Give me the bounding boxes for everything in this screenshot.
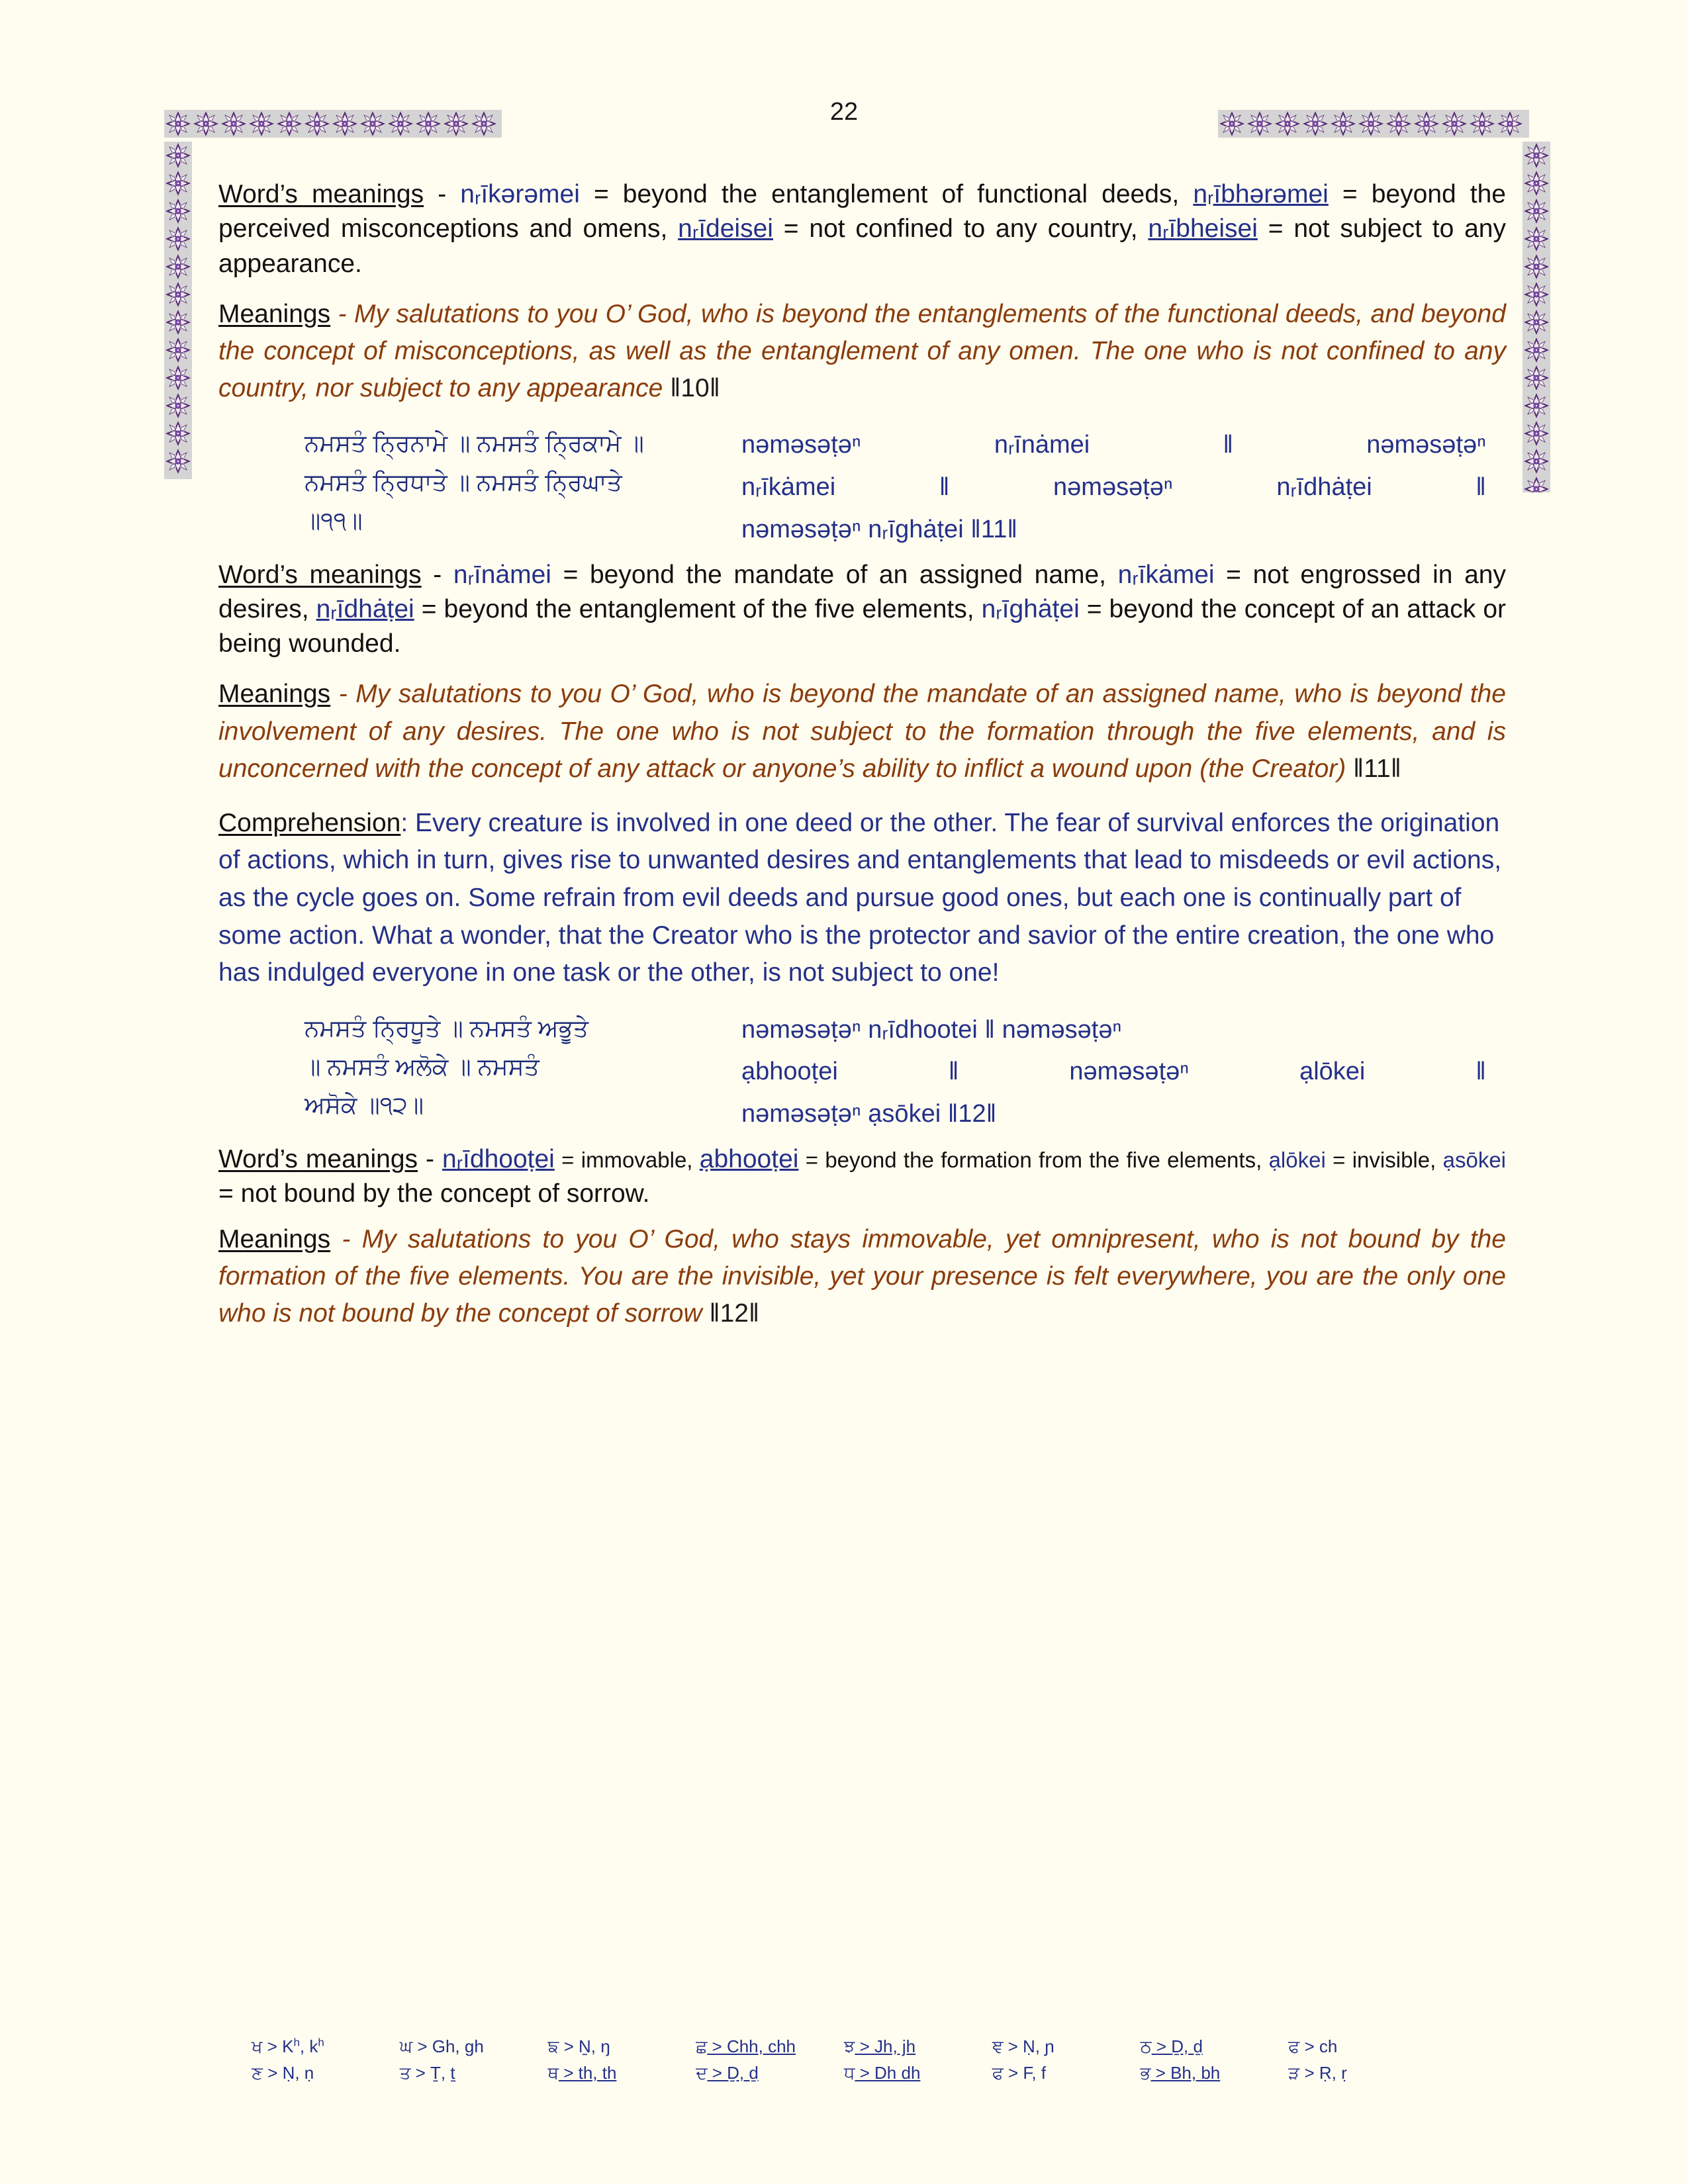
flower-motif-icon (164, 364, 192, 392)
flower-motif-icon (1523, 253, 1550, 281)
meanings-label: Meanings (218, 299, 331, 328)
flower-motif-icon (1523, 336, 1550, 364)
flower-motif-icon (1523, 197, 1550, 225)
verse-12-transliteration (741, 1009, 1506, 1136)
romanization: > Dh dh (855, 2063, 921, 2083)
gurmukhi-letter: ਫ (1288, 2036, 1300, 2056)
flower-motif-icon (164, 197, 192, 225)
gurmukhi-letter: ਥ (547, 2063, 559, 2083)
dash-separator: - (330, 299, 354, 328)
gurmukhi-letter: ਧ (844, 2063, 855, 2083)
meanings-10 (218, 296, 1506, 407)
key-entry (252, 2060, 400, 2086)
gloss-text: = beyond the entanglement of functional deeds, (579, 180, 1194, 208)
flower-motif-icon (1523, 392, 1550, 420)
gurmukhi-letter: ਖ (252, 2036, 263, 2056)
flower-motif-icon (164, 336, 192, 364)
transliterated-term: nᵣībhərəmei (1193, 180, 1329, 208)
flower-motif-icon (1523, 308, 1550, 336)
gloss-text: = invisible, (1325, 1148, 1443, 1173)
transliterated-term: ạlōkei (1268, 1148, 1326, 1173)
transliterated-term: nᵣīkȧmei (1117, 560, 1215, 589)
key-entry (696, 2033, 844, 2060)
gloss-text: = beyond the perceived misconceptions and omens, (218, 180, 1507, 244)
words-meanings-10 (218, 177, 1506, 281)
transliterated-term: ạbhooṭei (699, 1145, 799, 1174)
verse-block-11 (218, 424, 1506, 551)
key-entry (400, 2033, 548, 2060)
romanization: > Ṇ, ṇ (262, 2063, 314, 2083)
romanization-lower: , k (299, 2036, 318, 2056)
meanings-12-text: My salutations to you O’ God, who stays immovable, yet omnipresent, who is not bound by the formation of the five elements. You are the invisible, yet your presence is felt everywhere, you are the only one who is not bound by the concept of sorrow (218, 1224, 1506, 1328)
gurmukhi-line: ਨਮਸਤੰ ਨ੍ਰਿਧੂਤੇ ॥ ਨਮਸਤੰ ਅਭੂਤੇ (305, 1014, 588, 1042)
flower-motif-icon (164, 308, 192, 336)
flower-motif-icon (164, 392, 192, 420)
verse-block-12 (218, 1009, 1506, 1136)
verse-12-gurmukhi (218, 1009, 741, 1125)
gurmukhi-letter: ੜ (1288, 2063, 1300, 2083)
gurmukhi-line: ਨਮਸਤੰ ਨ੍ਰਿਧਾਤੇ ॥ ਨਮਸਤੰ ਨ੍ਰਿਘਾਤੇ (305, 468, 622, 496)
transliterated-term: nᵣīdhȧṭei (316, 594, 414, 623)
key-entry (992, 2033, 1141, 2060)
flower-motif-icon (1523, 142, 1550, 169)
gurmukhi-line: ॥੧੧॥ (305, 506, 363, 534)
dash-separator: - (330, 1224, 362, 1253)
romanization: > Ḏ, ḏ (1151, 2036, 1203, 2056)
translit-line: nəməsəṭəⁿ nᵣīnȧmei ǁ nəməsəṭəⁿ (741, 431, 1486, 459)
key-entry (548, 2033, 696, 2060)
verse-11-gurmukhi (218, 424, 741, 540)
flower-motif-icon (1523, 281, 1550, 308)
key-entry (844, 2060, 992, 2086)
flower-motif-icon (1523, 447, 1550, 475)
words-meanings-label: Word’s meanings (218, 560, 422, 589)
key-entry (1141, 2033, 1289, 2060)
key-entry (400, 2060, 548, 2086)
words-meanings-12 (218, 1142, 1506, 1212)
decorative-border-left (164, 142, 192, 479)
gurmukhi-letter: ਠ (1140, 2036, 1152, 2056)
key-row (252, 2033, 1436, 2060)
gloss-text: = not engrossed in any desires, (218, 560, 1506, 623)
verse-number-12: ǁ12ǁ (709, 1298, 760, 1328)
transliterated-term: nᵣīghȧṭei (981, 594, 1080, 623)
transliterated-term: ạsōkei (1442, 1148, 1506, 1173)
gurmukhi-letter: ਛ (696, 2036, 708, 2056)
romanization: > Ṇ, ɲ (1003, 2036, 1055, 2056)
romanization: > th, th (558, 2063, 617, 2083)
gurmukhi-line: ਨਮਸਤੰ ਨ੍ਰਿਨਾਮੇ ॥ ਨਮਸਤੰ ਨ੍ਰਿਕਾਮੇ ॥ (305, 430, 644, 457)
dash-separator: - (418, 1145, 442, 1174)
flower-motif-icon (164, 447, 192, 475)
flower-motif-icon (1523, 420, 1550, 447)
gloss-text: = immovable, (554, 1148, 700, 1173)
comprehension-text: Every creature is involved in one deed or the other. The fear of survival enforces the origination of actions, which in turn, gives rise to unwanted desires and entanglements that lead to misdeeds or evil actions, as the cycle goes on. Some refrain from evil deeds and pursue good ones, but each one is continually part of some action. What a wonder, that the Creator who is the protector and savior of the entire creation, the one who has indulged everyone in one task or the other, is not subject to one! (218, 808, 1502, 987)
key-entry (844, 2033, 992, 2060)
verse-number-10: ǁ10ǁ (670, 374, 720, 403)
gurmukhi-letter: ਦ (696, 2063, 708, 2083)
key-entry (1288, 2060, 1436, 2086)
gloss-text: = beyond the mandate of an assigned name, (551, 560, 1118, 589)
transliterated-term: nᵣīkərəmei (460, 180, 580, 208)
transliterated-term: nᵣībheisei (1148, 214, 1258, 244)
gurmukhi-letter: ਤ (399, 2063, 411, 2083)
romanization: > F, f (1003, 2063, 1047, 2083)
key-row (252, 2060, 1436, 2086)
romanization: > ch (1299, 2036, 1338, 2056)
romanization: > Ṯ, ṯ (410, 2063, 455, 2083)
gloss-text: = beyond the formation from the five elements, (798, 1148, 1269, 1173)
gloss-text: = not subject to any appearance. (218, 214, 1506, 278)
flower-motif-icon (164, 281, 192, 308)
meanings-11-text: My salutations to you O’ God, who is beyond the mandate of an assigned name, who is beyond the involvement of any desires. The one who is not subject to the formation through the five elements, and is unconcerned with the concept of any attack or anyone’s ability to inflict a wound upon (the Creator) (218, 680, 1506, 783)
superscript-h: h (318, 2036, 324, 2049)
gurmukhi-letter: ਭ (1140, 2063, 1151, 2083)
gloss-text: = beyond the entanglement of the five elements, (414, 594, 982, 623)
flower-motif-icon (164, 142, 192, 169)
superscript-h: h (293, 2036, 300, 2049)
gloss-text: = not confined to any country, (773, 214, 1149, 244)
romanization: > Ṛ, ṛ (1299, 2063, 1347, 2083)
romanization: > Gh, gh (412, 2036, 484, 2056)
meanings-label: Meanings (218, 1224, 331, 1253)
flower-motif-icon (164, 253, 192, 281)
gurmukhi-letter: ਝ (844, 2036, 855, 2056)
romanization: > K (262, 2036, 294, 2056)
words-meanings-label: Word’s meanings (218, 180, 424, 208)
key-entry (548, 2060, 696, 2086)
verse-11-transliteration (741, 424, 1506, 551)
key-entry (1141, 2060, 1289, 2086)
transliterated-term: nᵣīdeisei (678, 214, 773, 244)
translit-line: nəməsəṭəⁿ nᵣīdhootei ǁ nəməsəṭəⁿ (741, 1015, 1122, 1044)
transliterated-term: nᵣīnȧmei (453, 560, 551, 589)
key-entry (252, 2033, 400, 2060)
flower-motif-icon (1523, 364, 1550, 392)
dash-separator: - (421, 560, 453, 589)
meanings-12 (218, 1221, 1506, 1332)
gurmukhi-letter: ਞ (992, 2036, 1004, 2056)
gurmukhi-letter: ਫ (992, 2063, 1004, 2083)
words-meanings-label: Word’s meanings (218, 1145, 418, 1174)
transliteration-key (252, 2033, 1436, 2087)
translit-line: nəməsəṭəⁿ nᵣīghȧṭei ǁ11ǁ (741, 515, 1018, 543)
translit-line: nᵣīkȧmei ǁ nəməsəṭəⁿ nᵣīdhȧṭei ǁ (741, 473, 1486, 502)
dash-separator: - (424, 180, 461, 208)
key-entry (696, 2060, 844, 2086)
comprehension-label: Comprehension (218, 808, 401, 837)
page-number: 22 (829, 98, 859, 126)
verse-number-11: ǁ11ǁ (1353, 754, 1401, 783)
dash-separator: - (330, 680, 356, 709)
gurmukhi-letter: ਣ (252, 2063, 263, 2083)
flower-motif-icon (1523, 475, 1550, 492)
meanings-label: Meanings (218, 680, 331, 709)
key-entry (992, 2060, 1141, 2086)
flower-motif-icon (1523, 225, 1550, 253)
flower-motif-icon (1523, 169, 1550, 197)
gurmukhi-letter: ਙ (547, 2036, 559, 2056)
transliterated-term: nᵣīdhooṭei (442, 1145, 555, 1174)
key-entry (1288, 2033, 1436, 2060)
comprehension-paragraph (218, 805, 1506, 992)
romanization: > Ḏ, ḏ (707, 2063, 759, 2083)
flower-motif-icon (164, 225, 192, 253)
romanization: > Chh, chh (707, 2036, 796, 2056)
translit-line: ạbhooṭei ǁ nəməsəṭəⁿ ạlōkei ǁ (741, 1058, 1486, 1086)
document-body (218, 177, 1506, 1349)
meanings-10-text: My salutations to you O’ God, who is beyond the entanglements of the functional deeds, and beyond the concept of misconceptions, as well as the entanglement of any omen. The one who is not confined to any country, nor subject to any appearance (218, 299, 1506, 403)
gloss-text: = beyond the concept of an attack or being wounded. (218, 594, 1506, 659)
gurmukhi-letter: ਘ (399, 2036, 413, 2056)
meanings-11 (218, 676, 1506, 787)
romanization: > Ṉ, ŋ (559, 2036, 610, 2056)
romanization: > Jh, jh (855, 2036, 916, 2056)
colon-separator: : (400, 808, 415, 837)
gurmukhi-line: ॥ ਨਮਸਤੰ ਅਲੋਕੇ ॥ ਨਮਸਤੰ (305, 1052, 539, 1080)
words-meanings-11 (218, 558, 1506, 662)
romanization: > Bh, bh (1150, 2063, 1221, 2083)
gurmukhi-line: ਅਸੋਕੇ ॥੧੨॥ (305, 1091, 424, 1119)
translit-line: nəməsəṭəⁿ ạsōkei ǁ12ǁ (741, 1100, 997, 1128)
gloss-text: = not bound by the concept of sorrow. (218, 1179, 650, 1208)
flower-motif-icon (164, 169, 192, 197)
decorative-border-right (1523, 142, 1550, 492)
flower-motif-icon (164, 420, 192, 447)
